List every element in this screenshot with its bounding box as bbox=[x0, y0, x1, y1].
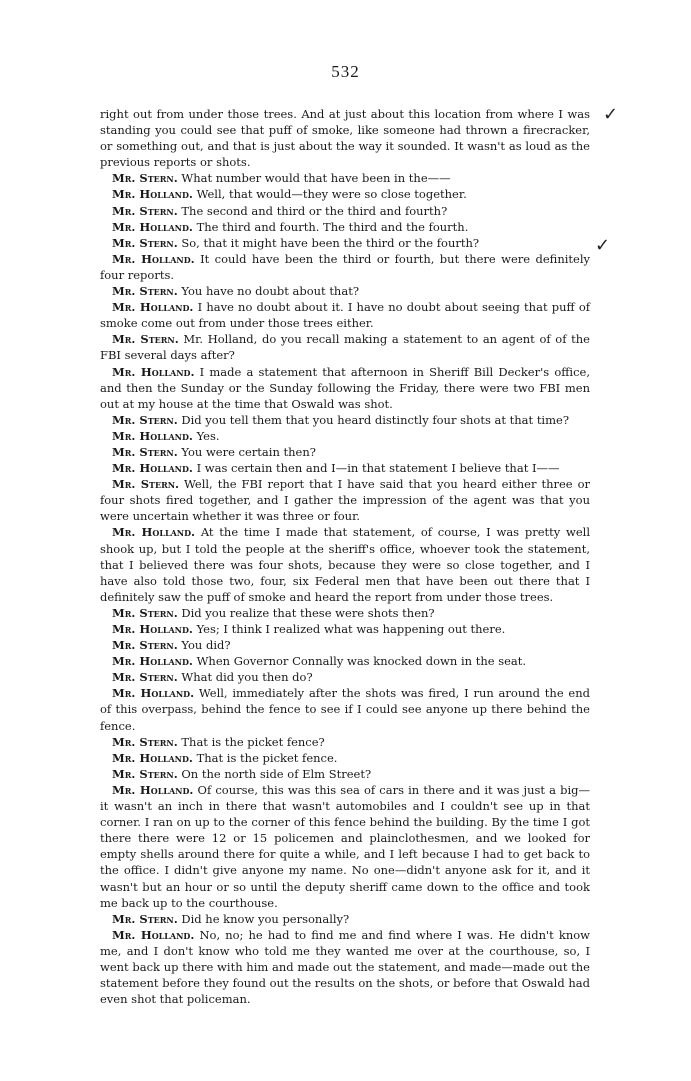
speaker-label: Mr. Holland. bbox=[112, 525, 196, 540]
testimony-paragraph bbox=[100, 106, 590, 170]
speaker-label: Mr. Holland. bbox=[112, 187, 193, 202]
paragraph-text: Well, the FBI report that I have said that you heard either three or four shots fired together, and I gather the impression of the agent was that you were uncertain whether it was three or four. bbox=[100, 477, 590, 524]
testimony-paragraph bbox=[100, 235, 590, 251]
speaker-label: Mr. Stern. bbox=[112, 235, 178, 250]
speaker-label: Mr. Stern. bbox=[112, 911, 178, 926]
speaker-label: Mr. Holland. bbox=[112, 927, 195, 942]
paragraph-text: Did you realize that these were shots then? bbox=[181, 605, 435, 620]
speaker-label: Mr. Stern. bbox=[112, 412, 178, 427]
testimony-paragraph bbox=[100, 685, 590, 733]
speaker-label: Mr. Stern. bbox=[112, 734, 178, 749]
checkmark-icon: ✓ bbox=[603, 104, 619, 125]
testimony-paragraph bbox=[100, 283, 590, 299]
testimony-paragraph bbox=[100, 621, 590, 637]
paragraph-text: You did? bbox=[181, 638, 231, 653]
speaker-label: Mr. Holland. bbox=[112, 364, 195, 379]
speaker-label: Mr. Stern. bbox=[112, 284, 178, 299]
speaker-label: Mr. Stern. bbox=[112, 605, 178, 620]
testimony-paragraph bbox=[100, 605, 590, 621]
paragraph-text: Did he know you personally? bbox=[181, 911, 350, 926]
testimony-paragraph bbox=[100, 170, 590, 186]
speaker-label: Mr. Stern. bbox=[112, 444, 178, 459]
speaker-label: Mr. Holland. bbox=[112, 428, 193, 443]
testimony-paragraph bbox=[100, 750, 590, 766]
paragraph-text: You have no doubt about that? bbox=[181, 284, 359, 299]
speaker-label: Mr. Stern. bbox=[112, 477, 180, 492]
speaker-label: Mr. Holland. bbox=[112, 622, 193, 636]
testimony-paragraph bbox=[100, 219, 590, 235]
paragraph-text: On the north side of Elm Street? bbox=[181, 766, 372, 781]
testimony-paragraph bbox=[100, 927, 590, 1007]
paragraph-text: Did you tell them that you heard distinctly four shots at that time? bbox=[181, 412, 569, 427]
paragraph-text: Of course, this was this sea of cars in there and it was just a big—it wasn't an inch in there that wasn't automobiles and I couldn't see up in that corner. I ran on up to the corner of this fence behind the building. By the time I got there there were 12 or 15 policemen and plainclothesmen, and we looked for empty shells around there for quite a while, and I left because I had to get back to the office. I didn't give anyone my name. No one—didn't anyone ask for it, and it wasn't but an hour or so until the deputy sheriff came down to the office and took me back up to the courthouse. bbox=[100, 782, 591, 910]
testimony-paragraph bbox=[100, 734, 590, 750]
paragraph-text: I was certain then and I—in that statement I believe that I—— bbox=[196, 461, 560, 476]
testimony-paragraph bbox=[100, 766, 590, 782]
testimony-paragraph bbox=[100, 331, 590, 363]
paragraph-text: Well, immediately after the shots was fired, I run around the end of this overpass, behind the fence to see if I could see anyone up there behind the fence. bbox=[100, 686, 590, 733]
testimony-paragraph bbox=[100, 653, 590, 669]
speaker-label: Mr. Holland. bbox=[112, 750, 193, 765]
paragraph-text: When Governor Connally was knocked down in the seat. bbox=[196, 654, 527, 669]
speaker-label: Mr. Stern. bbox=[112, 766, 178, 781]
speaker-label: Mr. Stern. bbox=[112, 171, 178, 186]
paragraph-text: The third and fourth. The third and the fourth. bbox=[196, 219, 469, 234]
testimony-paragraph bbox=[100, 476, 590, 524]
speaker-label: Mr. Holland. bbox=[112, 461, 193, 476]
paragraph-text: At the time I made that statement, of course, I was pretty well shook up, but I told the people at the sheriff's office, whoever took the statement, that I believed there was four shots, because they were so close together, and I have also told those two, four, six Federal men that have been out there that I definitely saw the puff of smoke and heard the report from under those trees. bbox=[100, 525, 591, 604]
paragraph-text: It could have been the third or fourth, but there were definitely four reports. bbox=[100, 251, 591, 282]
paragraph-text: So, that it might have been the third or the fourth? bbox=[181, 235, 480, 250]
testimony-paragraph bbox=[100, 460, 590, 476]
page-number: 532 bbox=[331, 62, 360, 81]
paragraph-text: Mr. Holland, do you recall making a statement to an agent of of the FBI several days after? bbox=[100, 332, 590, 363]
paragraph-text: You were certain then? bbox=[181, 444, 316, 459]
testimony-paragraph bbox=[100, 186, 590, 202]
paragraph-text: What did you then do? bbox=[181, 670, 313, 685]
paragraph-text: right out from under those trees. And at just about this location from where I was standing you could see that puff of smoke, like someone had thrown a firecracker, or something out, and that is just about the way it sounded. It wasn't as loud as the previous reports or shots. bbox=[100, 107, 590, 170]
testimony-paragraph bbox=[100, 412, 590, 428]
speaker-label: Mr. Stern. bbox=[112, 638, 178, 653]
testimony-paragraph bbox=[100, 669, 590, 685]
testimony-paragraph bbox=[100, 203, 590, 219]
paragraph-text: That is the picket fence. bbox=[196, 750, 338, 765]
speaker-label: Mr. Holland. bbox=[112, 654, 193, 669]
paragraph-text: Yes. bbox=[196, 428, 220, 443]
testimony-paragraph bbox=[100, 911, 590, 927]
testimony-paragraph bbox=[100, 524, 590, 604]
testimony-paragraph bbox=[100, 428, 590, 444]
paragraph-text: What number would that have been in the—— bbox=[181, 171, 451, 186]
testimony-paragraph bbox=[100, 782, 590, 911]
speaker-label: Mr. Stern. bbox=[112, 670, 178, 685]
paragraph-text: The second and third or the third and fourth? bbox=[181, 203, 448, 218]
speaker-label: Mr. Holland. bbox=[112, 782, 194, 797]
testimony-paragraph bbox=[100, 251, 590, 283]
paragraph-text: I have no doubt about it. I have no doubt about seeing that puff of smoke come out from under those trees either. bbox=[100, 300, 591, 331]
speaker-label: Mr. Holland. bbox=[112, 251, 195, 266]
paragraph-text: No, no; he had to find me and find where I was. He didn't know me, and I don't know who told me they wanted me over at the courthouse, so, I went back up there with him and made out the statement, and made—made out the statement before they found out the results on the shots, or before that Oswald had even shot that policeman. bbox=[100, 927, 591, 1007]
checkmark-icon: ✓ bbox=[595, 235, 611, 256]
paragraph-text: I made a statement that afternoon in Sheriff Bill Decker's office, and then the Sunday or the Sunday following the Friday, there were two FBI men out at my house at the time that Oswald was shot. bbox=[100, 364, 591, 411]
testimony-text bbox=[100, 106, 590, 1007]
testimony-paragraph bbox=[100, 637, 590, 653]
testimony-paragraph bbox=[100, 444, 590, 460]
paragraph-text: Yes; I think I realized what was happening out there. bbox=[196, 622, 506, 636]
speaker-label: Mr. Stern. bbox=[112, 203, 178, 218]
paragraph-text: Well, that would—they were so close together. bbox=[196, 187, 467, 202]
speaker-label: Mr. Holland. bbox=[112, 300, 194, 315]
paragraph-text: That is the picket fence? bbox=[181, 734, 325, 749]
speaker-label: Mr. Holland. bbox=[112, 219, 193, 234]
speaker-label: Mr. Stern. bbox=[112, 332, 179, 347]
speaker-label: Mr. Holland. bbox=[112, 686, 195, 701]
testimony-paragraph bbox=[100, 364, 590, 412]
testimony-paragraph bbox=[100, 299, 590, 331]
